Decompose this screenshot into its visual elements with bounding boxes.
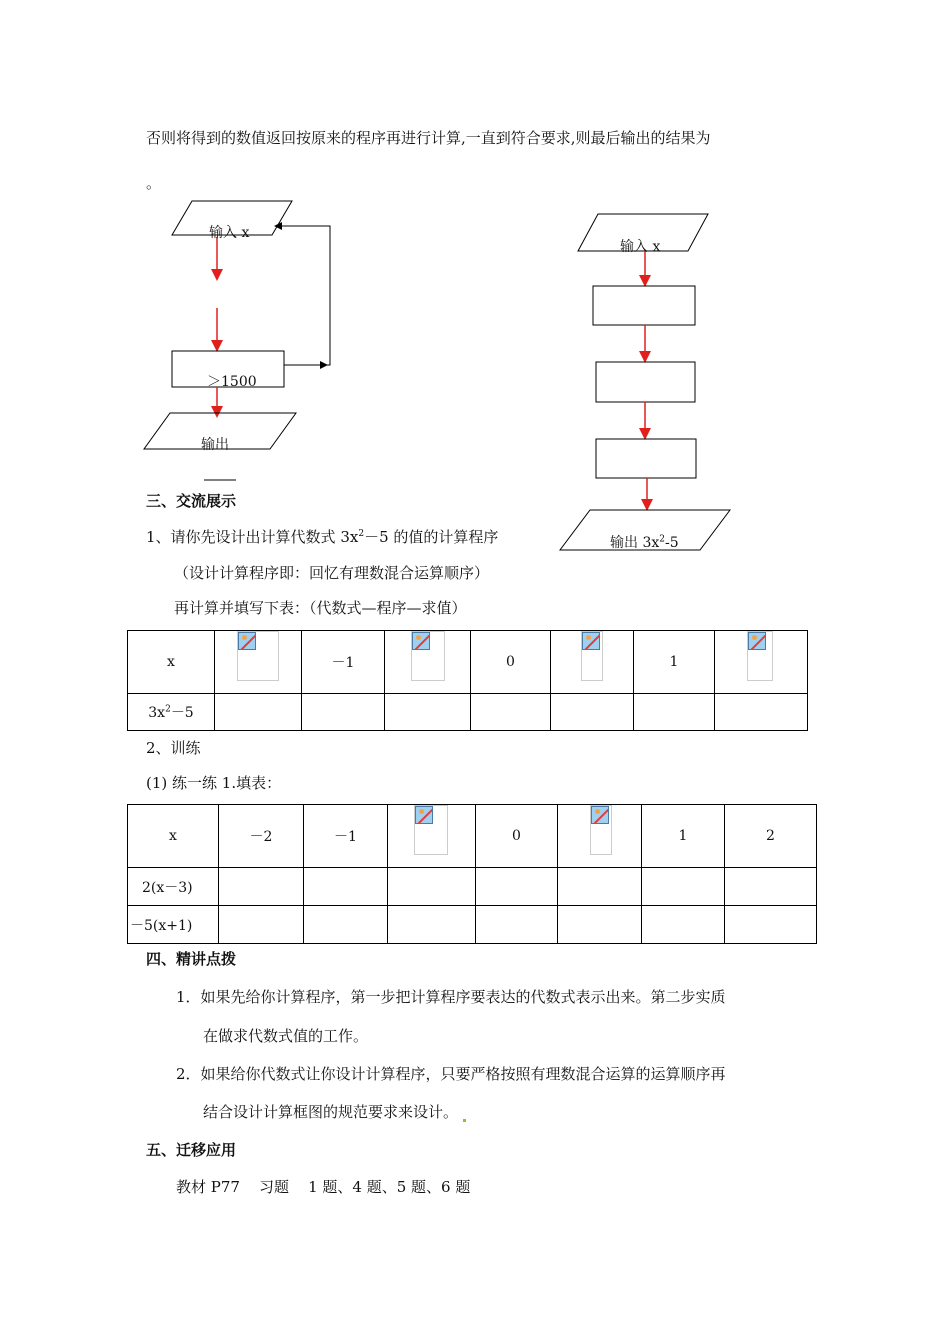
section4-p2b: 结合设计计算框图的规范要求来设计。 <box>203 1101 466 1122</box>
cell <box>558 868 642 906</box>
cell <box>388 906 476 944</box>
cell <box>304 868 388 906</box>
cell <box>642 906 725 944</box>
section5-heading: 五、迁移应用 <box>146 1141 237 1159</box>
cell <box>302 694 385 731</box>
cell <box>725 868 817 906</box>
cell: 0 <box>471 631 551 694</box>
broken-image-icon <box>581 631 603 681</box>
right-output-label: 输出 $3x^2-5$ <box>610 534 679 551</box>
cell: 1 <box>634 631 715 694</box>
training-heading: 2、训练 <box>146 739 201 757</box>
cell <box>642 868 725 906</box>
training-sub: (1) 练一练 1.填表： <box>146 774 282 792</box>
cell <box>476 868 558 906</box>
cell: 1 <box>642 805 725 868</box>
cell <box>551 694 634 731</box>
cell: －1 <box>302 631 385 694</box>
cell: 0 <box>476 805 558 868</box>
cell <box>558 906 642 944</box>
image-placeholder-cell <box>558 805 642 868</box>
left-loop-line <box>276 226 330 365</box>
image-placeholder-cell <box>388 805 476 868</box>
cell <box>471 694 551 731</box>
section3-note: （设计计算程序即：回忆有理数混合运算顺序） <box>174 564 490 582</box>
cell <box>634 694 715 731</box>
section3-heading: 三、交流展示 <box>146 492 237 510</box>
right-input-label: 输入 x <box>620 239 661 255</box>
left-output-label: 输出 <box>201 437 229 453</box>
left-input-label: 输入 x <box>209 225 250 241</box>
cell: x <box>128 805 219 868</box>
cell <box>715 694 808 731</box>
row-label: －5(x+1) <box>128 906 219 944</box>
table-2-row-x <box>128 805 817 868</box>
cell: －2 <box>219 805 304 868</box>
intro-line-1: 否则将得到的数值返回按原来的程序再进行计算,一直到符合要求,则最后输出的结果为 <box>146 129 711 147</box>
section4-heading: 四、精讲点拨 <box>146 950 237 968</box>
row-label: 2(x－3) <box>128 868 219 906</box>
cell <box>385 694 471 731</box>
broken-image-icon <box>747 631 773 681</box>
section4-p1b: 在做求代数式值的工作。 <box>203 1027 369 1045</box>
image-placeholder-cell <box>385 631 471 694</box>
broken-image-icon <box>414 805 448 855</box>
cell <box>219 868 304 906</box>
section5-content: 教材 P77 习题 1 题、4 题、5 题、6 题 <box>176 1178 471 1196</box>
broken-image-icon <box>411 631 445 681</box>
cell <box>219 906 304 944</box>
flowcharts <box>0 0 950 600</box>
cell: －1 <box>304 805 388 868</box>
table-1-row-x <box>128 631 808 694</box>
table-2-row-expr2 <box>128 906 817 944</box>
section3-instruction: 再计算并填写下表：（代数式—程序—求值） <box>174 599 467 617</box>
image-placeholder-cell <box>715 631 808 694</box>
table-1-row-expr <box>128 694 808 731</box>
right-box-2 <box>596 362 695 402</box>
image-placeholder-cell <box>215 631 302 694</box>
cell: x <box>128 631 215 694</box>
row-label: $3x^2-5$ <box>128 694 215 731</box>
section4-p2a: 2．如果给你代数式让你设计计算程序，只要严格按照有理数混合运算的运算顺序再 <box>176 1065 726 1083</box>
table-2 <box>127 804 817 944</box>
cell <box>725 906 817 944</box>
marker-dot <box>463 1119 466 1122</box>
image-placeholder-cell <box>551 631 634 694</box>
table-2-row-expr1 <box>128 868 817 906</box>
cell <box>476 906 558 944</box>
left-condition-label: ＞1500 <box>207 374 257 390</box>
cell <box>215 694 302 731</box>
intro-line-2: 。 <box>146 174 162 192</box>
table-1 <box>127 630 808 731</box>
section4-p1a: 1．如果先给你计算程序，第一步把计算程序要表达的代数式表示出来。第二步实质 <box>176 988 726 1006</box>
section3-item1: 1、请你先设计出计算代数式 $3x^2-5$ 的值的计算程序 <box>146 528 499 546</box>
cell: 2 <box>725 805 817 868</box>
broken-image-icon <box>237 631 279 681</box>
right-box-3 <box>596 439 696 478</box>
right-box-1 <box>593 286 695 325</box>
cell <box>304 906 388 944</box>
cell <box>388 868 476 906</box>
broken-image-icon <box>590 805 612 855</box>
